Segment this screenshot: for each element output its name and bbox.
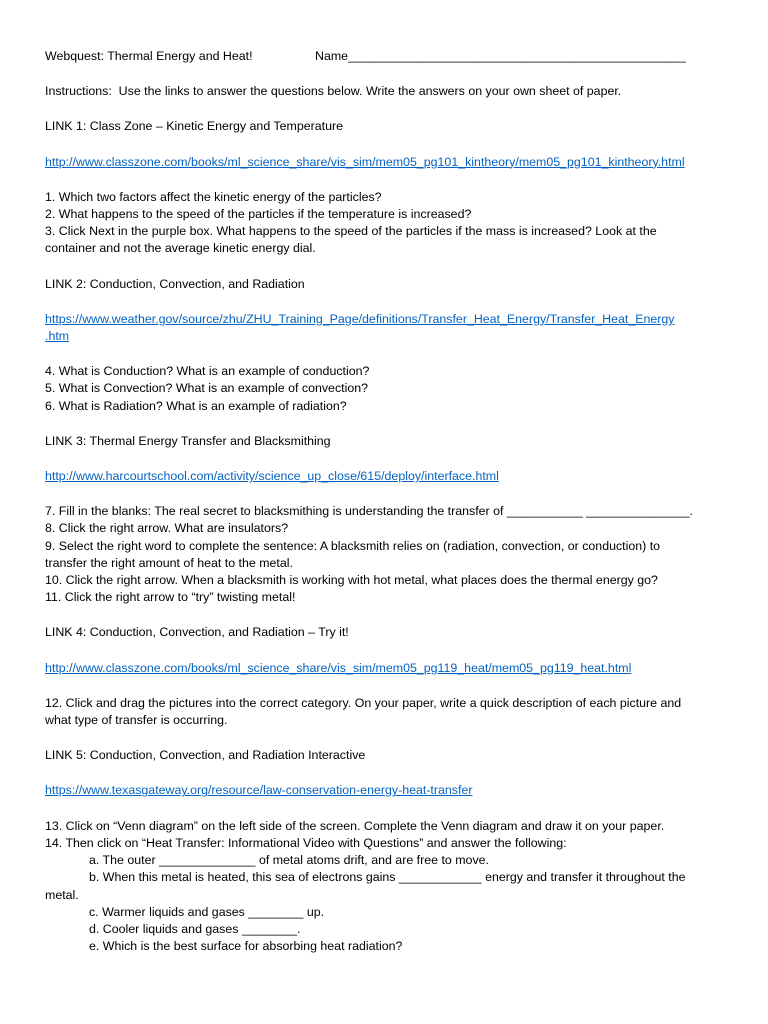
question-12-continued: what type of transfer is occurring. <box>45 713 228 728</box>
question-14e: e. Which is the best surface for absorbing heat radiation? <box>89 939 403 954</box>
question-3-continued: container and not the average kinetic energy dial. <box>45 241 316 256</box>
worksheet-title: Webquest: Thermal Energy and Heat! <box>45 49 253 63</box>
link-5-heading: LINK 5: Conduction, Convection, and Radiation Interactive <box>45 748 366 763</box>
header-row <box>45 48 725 65</box>
question-1: 1. Which two factors affect the kinetic energy of the particles? <box>45 189 382 204</box>
link-4-heading: LINK 4: Conduction, Convection, and Radiation – Try it! <box>45 625 349 640</box>
link-2-url[interactable]: https://www.weather.gov/source/zhu/ZHU_Training_Page/definitions/Transfer_Heat_Energy/Transfer_Heat_Energy <box>45 311 675 326</box>
question-14c: c. Warmer liquids and gases ________ up. <box>89 904 325 919</box>
link-2-heading: LINK 2: Conduction, Convection, and Radiation <box>45 276 305 291</box>
question-9: 9. Select the right word to complete the sentence: A blacksmith relies on (radiation, convection, or conduction) to <box>45 538 661 553</box>
document-body <box>45 48 725 955</box>
question-13: 13. Click on “Venn diagram” on the left side of the screen. Complete the Venn diagram and draw it on your paper. <box>45 818 665 833</box>
link-5-url[interactable]: https://www.texasgateway.org/resource/law-conservation-energy-heat-transfer <box>45 783 473 798</box>
question-12: 12. Click and drag the pictures into the correct category. On your paper, write a quick description of each picture and <box>45 695 682 710</box>
question-14d: d. Cooler liquids and gases ________. <box>89 921 301 936</box>
question-5: 5. What is Convection? What is an example of convection? <box>45 381 369 396</box>
instructions-text: Instructions: Use the links to answer the questions below. Write the answers on your own sheet of paper. <box>45 84 622 99</box>
question-9-continued: transfer the right amount of heat to the metal. <box>45 555 293 570</box>
question-4: 4. What is Conduction? What is an example of conduction? <box>45 364 370 379</box>
question-11: 11. Click the right arrow to “try” twisting metal! <box>45 590 296 605</box>
question-3: 3. Click Next in the purple box. What happens to the speed of the particles if the mass is increased? Look at the <box>45 224 657 239</box>
question-14b-continued: metal. <box>45 887 79 902</box>
question-8: 8. Click the right arrow. What are insulators? <box>45 521 289 536</box>
question-10: 10. Click the right arrow. When a blacksmith is working with hot metal, what places does the thermal energy go? <box>45 573 658 588</box>
link-3-url[interactable]: http://www.harcourtschool.com/activity/science_up_close/615/deploy/interface.html <box>45 469 499 484</box>
question-14b: b. When this metal is heated, this sea of electrons gains ____________ energy and transfer it throughout the <box>89 870 686 885</box>
question-14a: a. The outer ______________ of metal atoms drift, and are free to move. <box>89 853 489 868</box>
question-6: 6. What is Radiation? What is an example of radiation? <box>45 398 347 413</box>
link-3-heading: LINK 3: Thermal Energy Transfer and Blacksmithing <box>45 433 331 448</box>
name-field-label: Name_________________________________________________ <box>315 49 686 63</box>
question-2: 2. What happens to the speed of the particles if the temperature is increased? <box>45 207 472 222</box>
link-2-url-continued[interactable]: .htm <box>45 329 70 344</box>
link-1-url[interactable]: http://www.classzone.com/books/ml_science_share/vis_sim/mem05_pg101_kintheory/mem05_pg101_kintheory.html <box>45 154 685 169</box>
link-1-heading: LINK 1: Class Zone – Kinetic Energy and Temperature <box>45 119 343 134</box>
question-7: 7. Fill in the blanks: The real secret to blacksmithing is understanding the transfer of ___________ _______________. <box>45 504 693 519</box>
question-14: 14. Then click on “Heat Transfer: Informational Video with Questions” and answer the following: <box>45 835 567 850</box>
link-4-url[interactable]: http://www.classzone.com/books/ml_science_share/vis_sim/mem05_pg119_heat/mem05_pg119_heat.html <box>45 660 632 675</box>
